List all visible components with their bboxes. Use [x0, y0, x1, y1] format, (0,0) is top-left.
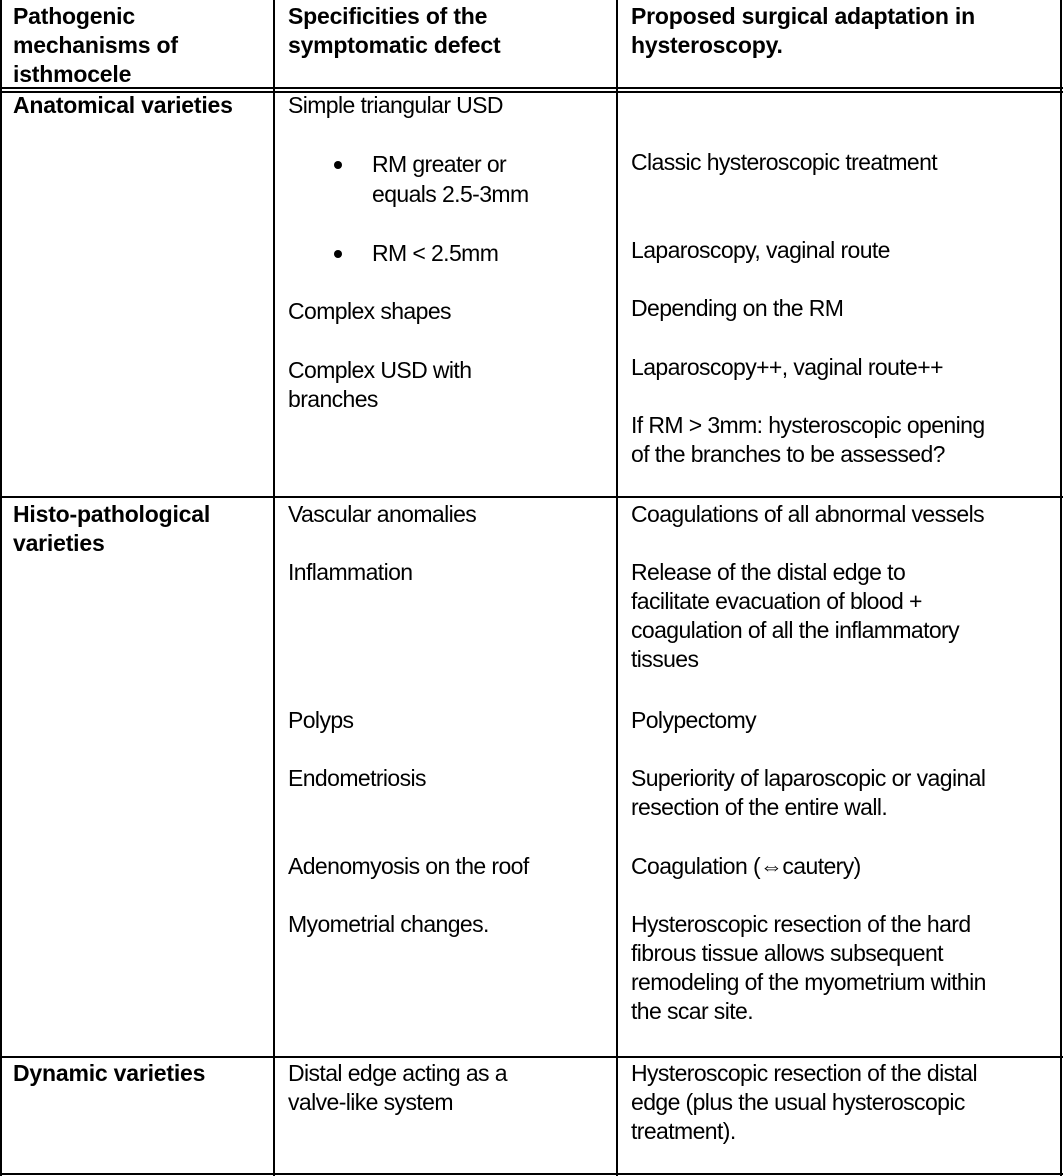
inflammation-tx-line3: coagulation of all the inflammatory [631, 617, 960, 643]
endometriosis: Endometriosis [288, 765, 426, 791]
laparoscopy-vaginal: Laparoscopy, vaginal route [631, 237, 890, 263]
laparoscopy-plus: Laparoscopy++, vaginal route++ [631, 354, 943, 380]
rm-ge-line1: RM greater or [372, 151, 507, 177]
myometrial-tx-line3: remodeling of the myometrium within [631, 969, 986, 995]
myometrial-tx-line4: the scar site. [631, 998, 753, 1024]
polyps-treatment: Polypectomy [631, 707, 757, 733]
distal-tx-line1: Hysteroscopic resection of the distal [631, 1060, 977, 1086]
header-col1-line2: mechanisms of [13, 32, 178, 58]
inflammation-tx-line4: tissues [631, 646, 699, 672]
if-rm-line2: of the branches to be assessed? [631, 441, 945, 467]
endometriosis-tx-line1: Superiority of laparoscopic or vaginal [631, 765, 986, 791]
complex-usd-line1: Complex USD with [288, 357, 472, 383]
myometrial-changes: Myometrial changes. [288, 911, 489, 937]
distal-tx-line3: treatment). [631, 1118, 736, 1144]
polyps: Polyps [288, 707, 354, 733]
myometrial-tx-line2: fibrous tissue allows subsequent [631, 940, 943, 966]
depending-on-rm: Depending on the RM [631, 295, 844, 321]
inflammation-tx-line2: facilitate evacuation of blood + [631, 588, 922, 614]
column-divider-2 [616, 0, 618, 1176]
header-col1-line3: isthmocele [13, 61, 132, 87]
header-col1-line1: Pathogenic [13, 3, 135, 29]
header-col3-line2: hysteroscopy. [631, 32, 783, 58]
endometriosis-tx-line2: resection of the entire wall. [631, 794, 888, 820]
rm-ge-line2: equals 2.5-3mm [372, 181, 529, 207]
classic-treatment: Classic hysteroscopic treatment [631, 149, 938, 175]
myometrial-tx-line1: Hysteroscopic resection of the hard [631, 911, 971, 937]
header-col3-line1: Proposed surgical adaptation in [631, 3, 975, 29]
histo-label-line2: varieties [13, 530, 105, 556]
header-col2-line2: symptomatic defect [288, 32, 501, 58]
distal-line2: valve-like system [288, 1089, 453, 1115]
distal-line1: Distal edge acting as a [288, 1060, 507, 1086]
inflammation: Inflammation [288, 559, 413, 585]
column-divider-1 [273, 0, 275, 1176]
adenomyosis: Adenomyosis on the roof [288, 853, 529, 879]
dynamic-label: Dynamic varieties [13, 1060, 206, 1086]
complex-usd-line2: branches [288, 386, 378, 412]
adenomyosis-treatment: Coagulation (⇔cautery) [631, 853, 861, 879]
table-border-left [0, 0, 2, 1176]
vascular-anomalies: Vascular anomalies [288, 501, 477, 527]
table-border-bottom [0, 1173, 1063, 1175]
rm-lt: RM < 2.5mm [372, 240, 499, 266]
bullet-2 [334, 250, 342, 258]
table-border-right [1060, 0, 1062, 1176]
bullet-1 [334, 161, 342, 169]
distal-tx-line2: edge (plus the usual hysteroscopic [631, 1089, 965, 1115]
header-col2-line1: Specificities of the [288, 3, 488, 29]
if-rm-line1: If RM > 3mm: hysteroscopic opening [631, 412, 985, 438]
histo-label-line1: Histo-pathological [13, 501, 211, 527]
vascular-treatment: Coagulations of all abnormal vessels [631, 501, 984, 527]
anatomical-label: Anatomical varieties [13, 92, 233, 118]
row-divider-anatomical [0, 496, 1063, 498]
inflammation-tx-line1: Release of the distal edge to [631, 559, 906, 585]
row-divider-histo [0, 1056, 1063, 1058]
simple-usd: Simple triangular USD [288, 92, 503, 118]
complex-shapes: Complex shapes [288, 298, 451, 324]
row-divider-header [0, 87, 1063, 89]
